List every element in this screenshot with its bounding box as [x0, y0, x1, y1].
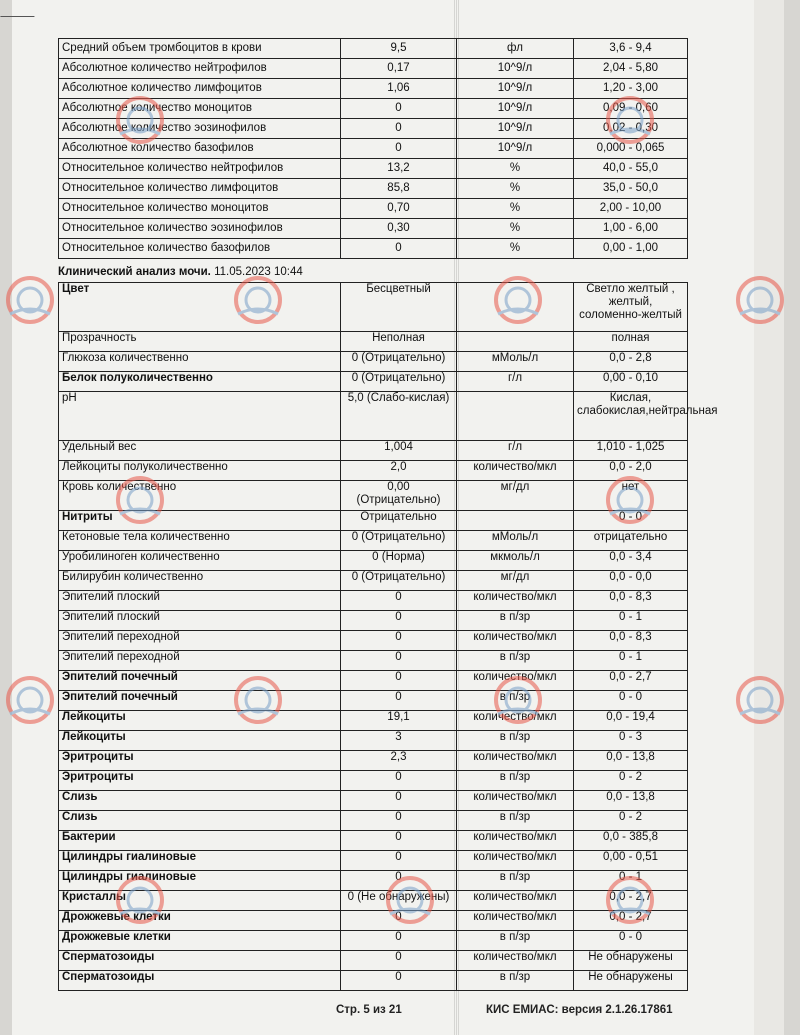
- result-cell: 0: [341, 651, 457, 671]
- table-row: [59, 372, 688, 392]
- unit-cell: [457, 283, 574, 332]
- table-row: [59, 691, 688, 711]
- urine-analysis-title: Клинический анализ мочи.: [58, 266, 211, 278]
- table-row: [59, 481, 688, 511]
- table-row: [59, 951, 688, 971]
- unit-cell: количество/мкл: [457, 951, 574, 971]
- unit-cell: количество/мкл: [457, 591, 574, 611]
- test-name-cell: Эритроциты: [59, 751, 341, 771]
- result-cell: 0: [341, 811, 457, 831]
- test-name-cell: Эпителий почечный: [59, 691, 341, 711]
- result-cell: 0 (Норма): [341, 551, 457, 571]
- table-row: [59, 731, 688, 751]
- unit-cell: в п/зр: [457, 871, 574, 891]
- result-cell: Неполная: [341, 332, 457, 352]
- unit-cell: мкмоль/л: [457, 551, 574, 571]
- test-name-cell: Кристаллы: [59, 891, 341, 911]
- reference-range-cell: 35,0 - 50,0: [574, 179, 688, 199]
- reference-range-cell: 1,20 - 3,00: [574, 79, 688, 99]
- table-row: [59, 811, 688, 831]
- test-name-cell: Глюкоза количественно: [59, 352, 341, 372]
- table-row: [59, 461, 688, 481]
- result-cell: 0: [341, 591, 457, 611]
- result-cell: 0: [341, 851, 457, 871]
- table-row: [59, 139, 688, 159]
- result-cell: 1,004: [341, 441, 457, 461]
- test-name-cell: Относительное количество лимфоцитов: [59, 179, 341, 199]
- test-name-cell: Дрожжевые клетки: [59, 911, 341, 931]
- unit-cell: [457, 332, 574, 352]
- reference-range-cell: 0,02 - 0,30: [574, 119, 688, 139]
- test-name-cell: Кровь количественно: [59, 481, 341, 511]
- table-row: [59, 831, 688, 851]
- table-row: [59, 441, 688, 461]
- result-cell: 0,00 (Отрицательно): [341, 481, 457, 511]
- page-fold-corner: [0, 0, 46, 17]
- reference-range-cell: нет: [574, 481, 688, 511]
- test-name-cell: Удельный вес: [59, 441, 341, 461]
- test-name-cell: Абсолютное количество моноцитов: [59, 99, 341, 119]
- result-cell: 0,30: [341, 219, 457, 239]
- unit-cell: в п/зр: [457, 771, 574, 791]
- test-name-cell: Слизь: [59, 791, 341, 811]
- unit-cell: количество/мкл: [457, 671, 574, 691]
- urine-analysis-datetime: 11.05.2023 10:44: [214, 266, 303, 278]
- table-row: [59, 931, 688, 951]
- table-row: [59, 511, 688, 531]
- unit-cell: мг/дл: [457, 571, 574, 591]
- result-cell: 13,2: [341, 159, 457, 179]
- test-name-cell: Кетоновые тела количественно: [59, 531, 341, 551]
- test-name-cell: Цилиндры гиалиновые: [59, 871, 341, 891]
- reference-range-cell: 0,0 - 3,4: [574, 551, 688, 571]
- unit-cell: [457, 511, 574, 531]
- result-cell: 0: [341, 911, 457, 931]
- test-name-cell: Абсолютное количество нейтрофилов: [59, 59, 341, 79]
- urine-results-table: [58, 282, 718, 991]
- reference-range-cell: 0,0 - 8,3: [574, 591, 688, 611]
- unit-cell: в п/зр: [457, 811, 574, 831]
- unit-cell: количество/мкл: [457, 851, 574, 871]
- result-cell: 0: [341, 871, 457, 891]
- test-name-cell: Средний объем тромбоцитов в крови: [59, 39, 341, 59]
- reference-range-cell: 0 - 1: [574, 611, 688, 631]
- unit-cell: количество/мкл: [457, 461, 574, 481]
- test-name-cell: Абсолютное количество эозинофилов: [59, 119, 341, 139]
- unit-cell: 10^9/л: [457, 59, 574, 79]
- result-cell: Бесцветный: [341, 283, 457, 332]
- result-cell: 1,06: [341, 79, 457, 99]
- test-name-cell: Относительное количество базофилов: [59, 239, 341, 259]
- table-row: [59, 159, 688, 179]
- unit-cell: в п/зр: [457, 611, 574, 631]
- result-cell: 0,17: [341, 59, 457, 79]
- result-cell: 5,0 (Слабо-кислая): [341, 392, 457, 441]
- reference-range-cell: 0,0 - 385,8: [574, 831, 688, 851]
- reference-range-cell: отрицательно: [574, 531, 688, 551]
- result-cell: 0 (Отрицательно): [341, 372, 457, 392]
- table-row: [59, 631, 688, 651]
- reference-range-cell: 3,6 - 9,4: [574, 39, 688, 59]
- test-name-cell: Лейкоциты: [59, 711, 341, 731]
- unit-cell: %: [457, 179, 574, 199]
- test-name-cell: Бактерии: [59, 831, 341, 851]
- unit-cell: количество/мкл: [457, 751, 574, 771]
- result-cell: 3: [341, 731, 457, 751]
- unit-cell: количество/мкл: [457, 911, 574, 931]
- unit-cell: количество/мкл: [457, 711, 574, 731]
- result-cell: 2,0: [341, 461, 457, 481]
- result-cell: 0 (Отрицательно): [341, 571, 457, 591]
- test-name-cell: Лейкоциты: [59, 731, 341, 751]
- unit-cell: в п/зр: [457, 651, 574, 671]
- table-row: [59, 751, 688, 771]
- reference-range-cell: 0 - 3: [574, 731, 688, 751]
- unit-cell: в п/зр: [457, 691, 574, 711]
- result-cell: 0: [341, 951, 457, 971]
- unit-cell: количество/мкл: [457, 891, 574, 911]
- result-cell: 0: [341, 831, 457, 851]
- unit-cell: фл: [457, 39, 574, 59]
- result-cell: 85,8: [341, 179, 457, 199]
- reference-range-cell: 0,0 - 2,8: [574, 352, 688, 372]
- table-row: [59, 39, 688, 59]
- unit-cell: мМоль/л: [457, 352, 574, 372]
- table-row: [59, 219, 688, 239]
- result-cell: 0: [341, 791, 457, 811]
- result-cell: 0: [341, 971, 457, 991]
- reference-range-cell: 0,0 - 2,7: [574, 911, 688, 931]
- test-name-cell: Белок полуколичественно: [59, 372, 341, 392]
- reference-range-cell: 1,010 - 1,025: [574, 441, 688, 461]
- unit-cell: 10^9/л: [457, 119, 574, 139]
- table-row: [59, 971, 688, 991]
- unit-cell: количество/мкл: [457, 831, 574, 851]
- table-row: [59, 99, 688, 119]
- table-row: [59, 711, 688, 731]
- test-name-cell: Эритроциты: [59, 771, 341, 791]
- reference-range-cell: 0,0 - 13,8: [574, 791, 688, 811]
- table-row: [59, 352, 688, 372]
- test-name-cell: Эпителий переходной: [59, 651, 341, 671]
- test-name-cell: Эпителий почечный: [59, 671, 341, 691]
- result-cell: 0: [341, 771, 457, 791]
- unit-cell: г/л: [457, 372, 574, 392]
- page-background-edge: [754, 0, 784, 1035]
- table-row: [59, 771, 688, 791]
- unit-cell: %: [457, 199, 574, 219]
- table-row: [59, 611, 688, 631]
- unit-cell: %: [457, 159, 574, 179]
- table-row: [59, 591, 688, 611]
- reference-range-cell: 0,09 - 0,60: [574, 99, 688, 119]
- test-name-cell: Эпителий переходной: [59, 631, 341, 651]
- reference-range-cell: Светло желтый , желтый, соломенно-желтый: [574, 283, 688, 332]
- result-cell: 0: [341, 631, 457, 651]
- reference-range-cell: 0,00 - 0,10: [574, 372, 688, 392]
- blood-results-table: [58, 38, 688, 259]
- result-cell: 0: [341, 239, 457, 259]
- table-row: [59, 871, 688, 891]
- result-cell: 0 (Отрицательно): [341, 531, 457, 551]
- test-name-cell: Абсолютное количество базофилов: [59, 139, 341, 159]
- unit-cell: в п/зр: [457, 731, 574, 751]
- reference-range-cell: Не обнаружены: [574, 971, 688, 991]
- test-name-cell: Относительное количество эозинофилов: [59, 219, 341, 239]
- table-row: [59, 392, 688, 441]
- reference-range-cell: полная: [574, 332, 688, 352]
- unit-cell: 10^9/л: [457, 99, 574, 119]
- table-row: [59, 651, 688, 671]
- unit-cell: [457, 392, 574, 441]
- test-name-cell: Цвет: [59, 283, 341, 332]
- unit-cell: мМоль/л: [457, 531, 574, 551]
- reference-range-cell: 2,00 - 10,00: [574, 199, 688, 219]
- reference-range-cell: 0 - 1: [574, 871, 688, 891]
- table-row: [59, 199, 688, 219]
- reference-range-cell: 0 - 2: [574, 811, 688, 831]
- unit-cell: г/л: [457, 441, 574, 461]
- reference-range-cell: 0,0 - 2,7: [574, 671, 688, 691]
- reference-range-cell: 0,0 - 0,0: [574, 571, 688, 591]
- reference-range-cell: 0,000 - 0,065: [574, 139, 688, 159]
- test-name-cell: Уробилиноген количественно: [59, 551, 341, 571]
- reference-range-cell: 0,0 - 13,8: [574, 751, 688, 771]
- reference-range-cell: Не обнаружены: [574, 951, 688, 971]
- unit-cell: 10^9/л: [457, 79, 574, 99]
- unit-cell: 10^9/л: [457, 139, 574, 159]
- test-name-cell: Сперматозоиды: [59, 951, 341, 971]
- test-name-cell: Эпителий плоский: [59, 611, 341, 631]
- table-row: [59, 911, 688, 931]
- table-row: [59, 79, 688, 99]
- page-number: Стр. 5 из 21: [336, 1004, 402, 1016]
- table-row: [59, 571, 688, 591]
- test-name-cell: Относительное количество моноцитов: [59, 199, 341, 219]
- test-name-cell: Дрожжевые клетки: [59, 931, 341, 951]
- result-cell: 9,5: [341, 39, 457, 59]
- result-cell: 0: [341, 99, 457, 119]
- test-name-cell: Абсолютное количество лимфоцитов: [59, 79, 341, 99]
- table-row: [59, 891, 688, 911]
- result-cell: 0: [341, 931, 457, 951]
- result-cell: 0: [341, 691, 457, 711]
- test-name-cell: Билирубин количественно: [59, 571, 341, 591]
- reference-range-cell: 0,0 - 2,7: [574, 891, 688, 911]
- reference-range-cell: 40,0 - 55,0: [574, 159, 688, 179]
- unit-cell: %: [457, 239, 574, 259]
- test-name-cell: Прозрачность: [59, 332, 341, 352]
- table-row: [59, 283, 688, 332]
- system-version: КИС ЕМИАС: версия 2.1.26.17861: [486, 1004, 673, 1016]
- reference-range-cell: 0,0 - 19,4: [574, 711, 688, 731]
- test-name-cell: Лейкоциты полуколичественно: [59, 461, 341, 481]
- reference-range-cell: Кислая, слабокислая,нейтральная: [574, 392, 688, 441]
- table-row: [59, 791, 688, 811]
- reference-range-cell: 0 - 0: [574, 691, 688, 711]
- unit-cell: мг/дл: [457, 481, 574, 511]
- result-cell: 0 (Не обнаружены): [341, 891, 457, 911]
- reference-range-cell: 0 - 0: [574, 511, 688, 531]
- test-name-cell: pH: [59, 392, 341, 441]
- test-name-cell: Сперматозоиды: [59, 971, 341, 991]
- result-cell: 0 (Отрицательно): [341, 352, 457, 372]
- unit-cell: количество/мкл: [457, 631, 574, 651]
- result-cell: 0: [341, 671, 457, 691]
- test-name-cell: Эпителий плоский: [59, 591, 341, 611]
- reference-range-cell: 0,00 - 1,00: [574, 239, 688, 259]
- table-row: [59, 239, 688, 259]
- reference-range-cell: 0,0 - 2,0: [574, 461, 688, 481]
- result-cell: 0: [341, 119, 457, 139]
- table-row: [59, 179, 688, 199]
- result-cell: 2,3: [341, 751, 457, 771]
- unit-cell: в п/зр: [457, 971, 574, 991]
- reference-range-cell: 2,04 - 5,80: [574, 59, 688, 79]
- result-cell: Отрицательно: [341, 511, 457, 531]
- test-name-cell: Относительное количество нейтрофилов: [59, 159, 341, 179]
- unit-cell: в п/зр: [457, 931, 574, 951]
- result-cell: 0: [341, 139, 457, 159]
- table-row: [59, 551, 688, 571]
- test-name-cell: Слизь: [59, 811, 341, 831]
- reference-range-cell: 0 - 0: [574, 931, 688, 951]
- result-cell: 0,70: [341, 199, 457, 219]
- result-cell: 19,1: [341, 711, 457, 731]
- reference-range-cell: 0 - 2: [574, 771, 688, 791]
- table-row: [59, 531, 688, 551]
- table-row: [59, 332, 688, 352]
- reference-range-cell: 0,00 - 0,51: [574, 851, 688, 871]
- test-name-cell: Цилиндры гиалиновые: [59, 851, 341, 871]
- reference-range-cell: 0,0 - 8,3: [574, 631, 688, 651]
- reference-range-cell: 0 - 1: [574, 651, 688, 671]
- table-row: [59, 59, 688, 79]
- urine-analysis-heading: [58, 266, 303, 278]
- table-row: [59, 851, 688, 871]
- test-name-cell: Нитриты: [59, 511, 341, 531]
- result-cell: 0: [341, 611, 457, 631]
- unit-cell: количество/мкл: [457, 791, 574, 811]
- table-row: [59, 119, 688, 139]
- unit-cell: %: [457, 219, 574, 239]
- table-row: [59, 671, 688, 691]
- reference-range-cell: 1,00 - 6,00: [574, 219, 688, 239]
